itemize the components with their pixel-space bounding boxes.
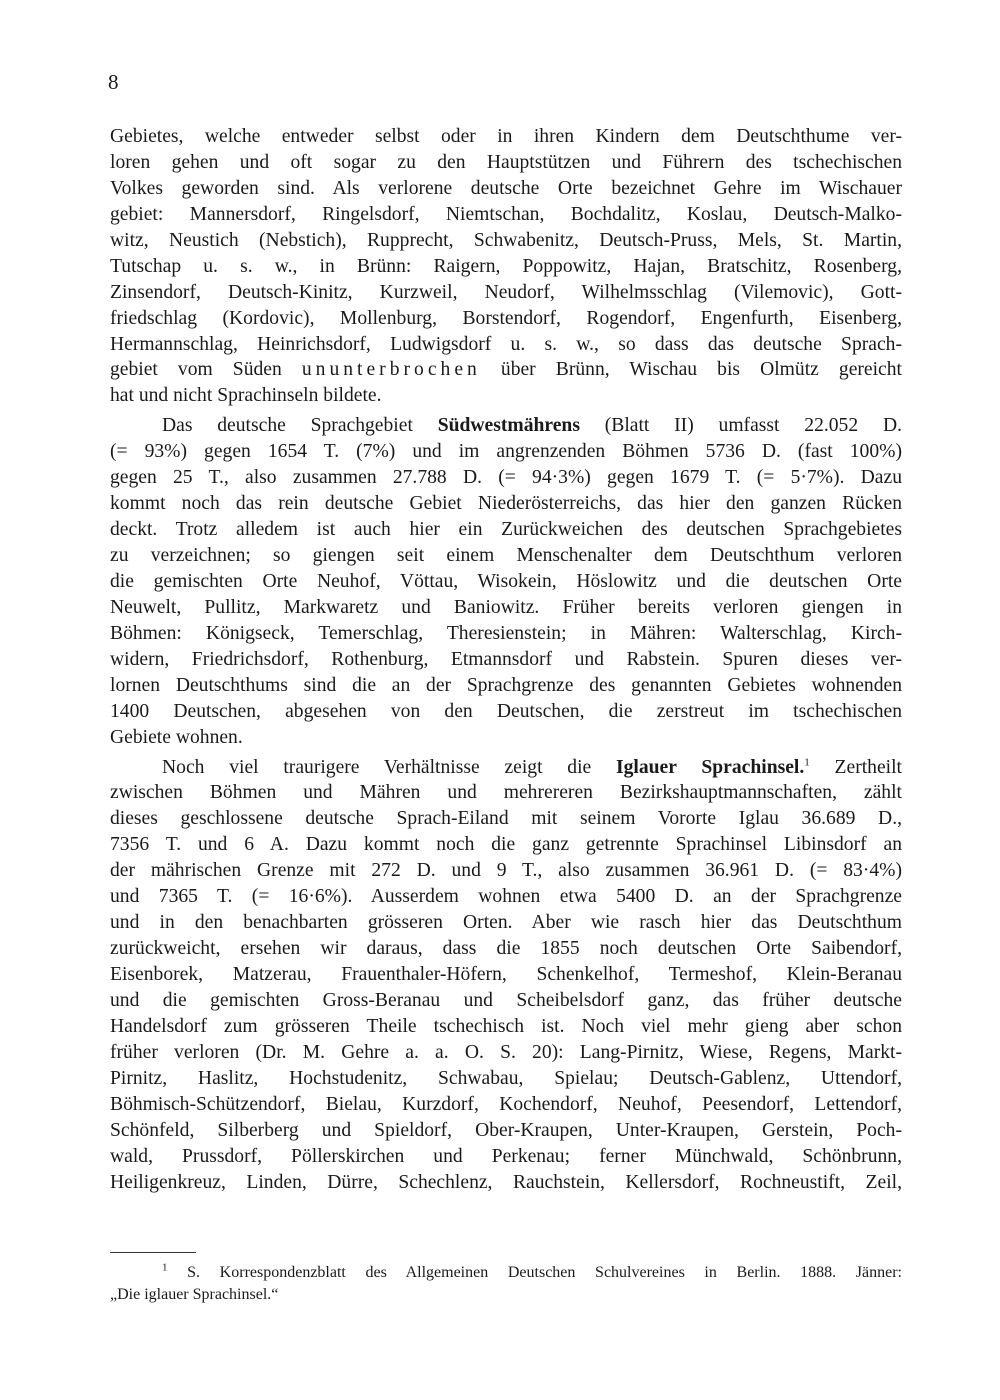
text-line: zurückweicht, ersehen wir daraus, dass die 1855 noch deutschen Orte Saibendorf,: [110, 938, 902, 960]
text-line: Pirnitz, Haslitz, Hochstudenitz, Schwabau, Spielau; Deutsch-Gablenz, Uttendorf,: [110, 1067, 902, 1089]
text-line: dieses geschlossene deutsche Sprach-Eiland mit seinem Vororte Iglau 36.689 D.,: [110, 808, 902, 830]
footnote: [110, 1262, 902, 1306]
paragraph-3: [110, 755, 902, 1196]
text-line: Handelsdorf zum grösseren Theile tschechisch ist. Noch viel mehr gieng aber schon: [110, 1015, 902, 1037]
text-run: Zertheilt: [834, 756, 902, 778]
text-line: loren gehen und oft sogar zu den Hauptstützen und Führern des tschechischen: [110, 151, 902, 173]
footnote-marker: 1: [162, 1261, 168, 1274]
footnote-divider: [110, 1252, 196, 1253]
text-line: zu verzeichnen; so giengen seit einem Menschenalter dem Deutschthum verloren: [110, 545, 902, 566]
text-line: lornen Deutschthums sind die an der Sprachgrenze des genannten Gebietes wohnenden: [110, 674, 902, 696]
text-line: Eisenborek, Matzerau, Frauenthaler-Höfern, Schenkelhof, Termeshof, Klein-Beranau: [110, 964, 902, 985]
body-text: [110, 124, 902, 1195]
text-run: über Brünn, Wischau bis Olmütz gereicht: [500, 359, 902, 381]
spaced-emphasis: ununterbrochen: [301, 359, 481, 381]
text-line: Zinsendorf, Deutsch-Kinitz, Kurzweil, Neudorf, Wilhelmsschlag (Vilemovic), Gott-: [110, 281, 902, 303]
paragraph-2: [110, 413, 902, 750]
text-line: Gebiete wohnen.: [110, 726, 243, 748]
footnote-line: [110, 1262, 902, 1284]
text-line: Tutschap u. s. w., in Brünn: Raigern, Poppowitz, Hajan, Bratschitz, Rosenberg,: [110, 255, 902, 277]
footnote-text: S. Korrespondenzblatt des Allgemeinen Deutschen Schulvereines in Berlin. 1888. Jänner:: [187, 1264, 902, 1281]
text-run: Das deutsche Sprachgebiet: [162, 415, 413, 437]
text-line: Schönfeld, Silberberg und Spieldorf, Ober-Kraupen, Unter-Kraupen, Gerstein, Poch-: [110, 1119, 902, 1141]
text-line: früher verloren (Dr. M. Gehre a. a. O. S. 20): Lang-Pirnitz, Wiese, Regens, Markt-: [110, 1041, 902, 1063]
text-line: Böhmisch-Schützendorf, Bielau, Kurzdorf, Kochendorf, Neuhof, Peesendorf, Lettendorf,: [110, 1093, 902, 1115]
text-line: hat und nicht Sprachinseln bildete.: [110, 385, 382, 407]
page-number: 8: [108, 70, 119, 94]
text-line: 7356 T. und 6 A. Dazu kommt noch die ganz getrennte Sprachinsel Libinsdorf an: [110, 834, 902, 856]
text-line: Hermannschlag, Heinrichsdorf, Ludwigsdorf u. s. w., so dass das deutsche Sprach-: [110, 333, 902, 355]
text-line: und 7365 T. (= 16·6%). Ausserdem wohnen etwa 5400 D. an der Sprachgrenze: [110, 886, 902, 908]
text-run: Noch viel traurigere Verhältnisse zeigt die: [162, 756, 592, 778]
text-line: deckt. Trotz alledem ist auch hier ein Zurückweichen des deutschen Sprachgebietes: [110, 519, 902, 541]
text-line: wald, Prussdorf, Pöllerskirchen und Perkenau; ferner Münchwald, Schönbrunn,: [110, 1145, 902, 1167]
bold-heading-iglauer-sprachinsel: Iglauer Sprachinsel.: [616, 756, 805, 778]
text-line: gegen 25 T., also zusammen 27.788 D. (= 94·3%) gegen 1679 T. (= 5·7%). Dazu: [110, 467, 902, 489]
text-line: gebiet: Mannersdorf, Ringelsdorf, Niemtschan, Bochdalitz, Koslau, Deutsch-Malko-: [110, 203, 902, 225]
text-line: der mährischen Grenze mit 272 D. und 9 T., also zusammen 36.961 D. (= 83·4%): [110, 860, 902, 882]
bold-heading-suedwestmaehrens: Südwestmährens: [437, 415, 580, 437]
text-line: und in den benachbarten grösseren Orten. Aber wie rasch hier das Deutschthum: [110, 912, 902, 934]
footnote-line: „Die iglauer Sprachinsel.“: [110, 1286, 279, 1303]
text-line: widern, Friedrichsdorf, Rothenburg, Etmannsdorf und Rabstein. Spuren dieses ver-: [110, 648, 902, 670]
footnote-reference[interactable]: 1: [804, 755, 810, 768]
text-line: Volkes geworden sind. Als verlorene deutsche Orte bezeichnet Gehre im Wischauer: [110, 177, 902, 199]
paragraph-1: [110, 124, 902, 409]
text-line: witz, Neustich (Nebstich), Rupprecht, Schwabenitz, Deutsch-Pruss, Mels, St. Martin,: [110, 229, 902, 251]
text-line: Neuwelt, Pullitz, Markwaretz und Baniowitz. Früher bereits verloren giengen in: [110, 596, 902, 618]
text-line: (= 93%) gegen 1654 T. (7%) und im angrenzenden Böhmen 5736 D. (fast 100%): [110, 441, 902, 463]
text-line: [110, 755, 902, 781]
text-line: und die gemischten Gross-Beranau und Scheibelsdorf ganz, das früher deutsche: [110, 989, 902, 1011]
text-line: [110, 413, 902, 439]
text-line: die gemischten Orte Neuhof, Vöttau, Wisokein, Höslowitz und die deutschen Orte: [110, 570, 902, 592]
text-line: 1400 Deutschen, abgesehen von den Deutschen, die zerstreut im tschechischen: [110, 700, 902, 722]
text-line: Heiligenkreuz, Linden, Dürre, Schechlenz, Rauchstein, Kellersdorf, Rochneustift, Zeil,: [110, 1171, 902, 1193]
text-line: Böhmen: Königseck, Temerschlag, Theresienstein; in Mähren: Walterschlag, Kirch-: [110, 622, 902, 644]
text-run: (Blatt II) umfasst 22.052 D.: [604, 415, 902, 437]
text-line: [110, 357, 902, 383]
text-line: zwischen Böhmen und Mähren und mehrereren Bezirkshauptmannschaften, zählt: [110, 782, 902, 804]
text-line: kommt noch das rein deutsche Gebiet Niederösterreichs, das hier den ganzen Rücken: [110, 493, 902, 515]
text-line: Gebietes, welche entweder selbst oder in ihren Kindern dem Deutschthume ver-: [110, 126, 902, 147]
text-run: gebiet vom Süden: [110, 359, 282, 381]
text-line: friedschlag (Kordovic), Mollenburg, Borstendorf, Rogendorf, Engenfurth, Eisenberg,: [110, 307, 902, 329]
